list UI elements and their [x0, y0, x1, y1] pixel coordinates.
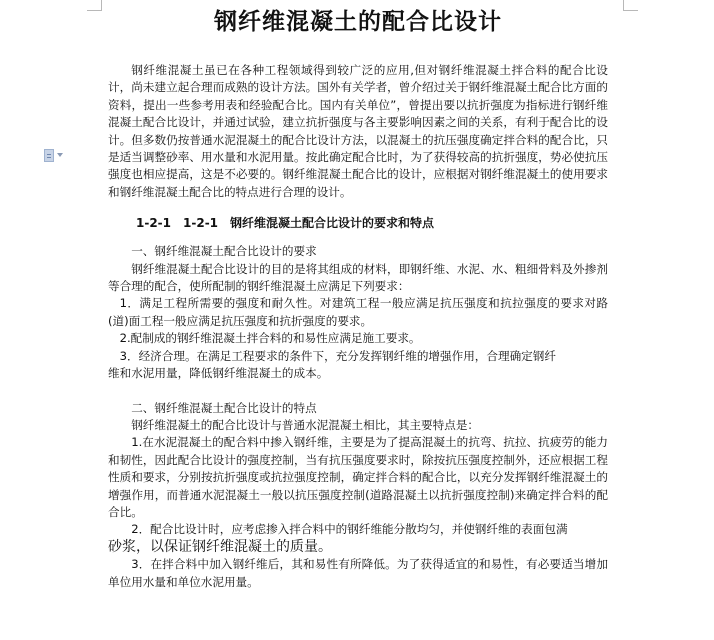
part1-item-2: 2.配制成的钢纤维混凝土拌合料的和易性应满足施工要求。: [119, 331, 421, 346]
document-page: [108, 0, 608, 591]
dropdown-arrow-icon: [57, 153, 63, 157]
document-options-button[interactable]: [44, 148, 68, 162]
part1-lead: 钢纤维混凝土配合比设计的目的是将其组成的材料，即钢纤维、水泥、水、粗细骨料及外掺剂等合理的配合，使所配制的钢纤维混凝土应满足下列要求：: [108, 261, 608, 294]
part1-item-3b: 维和水泥用量，降低钢纤维混凝土的成本。: [108, 366, 329, 381]
document-title: 钢纤维混凝土的配合比设计: [214, 9, 502, 35]
part2-item-3: 3．在拌合料中加入钢纤维后，其和易性有所降低。为了获得适宜的和易性，有必要适当增加单位用水量和单位水泥用量。: [108, 557, 608, 589]
page-corner-mark-left: [87, 0, 102, 11]
part2-lead: 钢纤维混凝土的配合比设计与普通水泥混凝土相比，其主要特点是：: [131, 417, 480, 432]
page-corner-mark-right: [623, 0, 638, 11]
part2-item-2a: 2．配合比设计时，应考虑掺入拌合料中的钢纤维能分散均匀，并使钢纤维的表面包满: [131, 522, 568, 537]
part1-item-1: 1．满足工程所需要的强度和耐久性。对建筑工程一般应满足抗压强度和抗拉强度的要求对路(道)面工程一般应满足抗压强度和抗折强度的要求。: [108, 296, 608, 328]
part1-item-3a: 3．经济合理。在满足工程要求的条件下，充分发挥钢纤维的增强作用，合理确定钢纤: [119, 348, 556, 363]
document-icon: [44, 149, 54, 162]
section-heading: 1-2-1 1-2-1 钢纤维混凝土配合比设计的要求和特点: [136, 216, 435, 231]
part2-heading: 二、钢纤维混凝土配合比设计的特点: [131, 400, 317, 415]
part1-heading: 一、钢纤维混凝土配合比设计的要求: [131, 244, 317, 259]
intro-paragraph: 钢纤维混凝土虽已在各种工程领域得到较广泛的应用,但对钢纤维混凝土拌合料的配合比设计，尚未建立起合理而成熟的设计方法。国外有关学者，曾介绍过关于钢纤维混凝土配合比方面的资料，提出一些参考用表和经验配合比。国内有关单位”，曾提出要以抗折强度为指标进行钢纤维混凝土配合比设计，并通过试验，建立抗折强度与各主要影响因素之间的关系，有利于配合比的设计。但多数仍按普通水泥混凝土的配合比设计方法，以混凝土的抗压强度确定拌合料的配合比，只是适当调整砂率、用水量和水泥用量。按此确定配合比时，为了获得较高的抗折强度，势必使抗压强度也相应提高，这是不必要的。钢纤维混凝土配合比的设计，应根据对钢纤维混凝土的使用要求和钢纤维混凝土配合比的特点进行合理的设计。: [108, 63, 608, 199]
part2-item-1: 1.在水泥混凝土的配合料中掺入钢纤维，主要是为了提高混凝土的抗弯、抗拉、抗疲劳的能力和韧性，因此配合比设计的强度控制，当有抗压强度要求时，除按抗压强度控制外，还应根据工程性质和要求，分别按抗折强度或抗拉强度控制，确定拌合料的配合比，以充分发挥钢纤维混凝土的增强作用，而普通水泥混凝土一般以抗压强度控制(道路混凝土以抗折强度控制)来确定拌合料的配合比。: [108, 435, 608, 519]
part2-item-2b: 砂浆，以保证钢纤维混凝土的质量。: [108, 538, 332, 555]
